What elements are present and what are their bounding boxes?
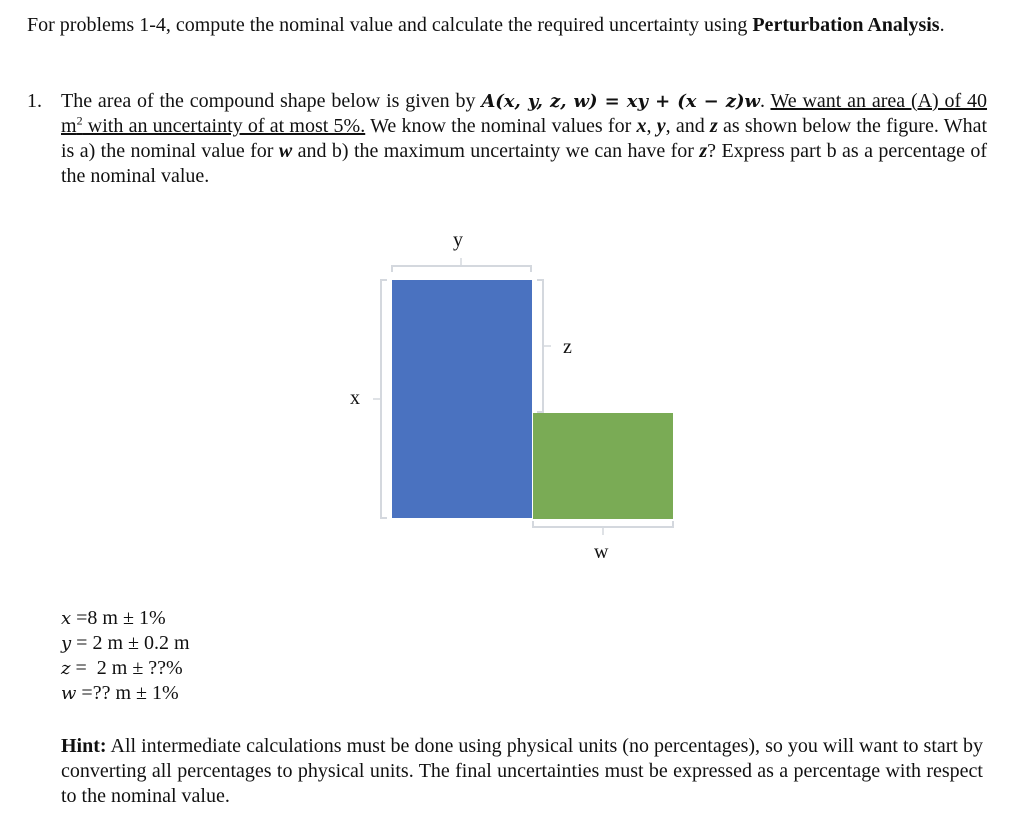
value-y	[61, 631, 190, 656]
var-z-2: z	[699, 140, 708, 162]
problem-text-3: We know the nominal values for	[370, 115, 632, 137]
bracket-x	[381, 280, 387, 518]
bracket-w	[533, 521, 673, 527]
value-w	[61, 681, 190, 706]
value-y-var: y	[61, 633, 72, 654]
problem-text	[61, 89, 987, 189]
value-w-text: =?? m ± 1%	[76, 682, 179, 704]
problem-text-5: as shown below the figure. What is a) the nominal value for	[61, 115, 988, 162]
intro-end: .	[939, 14, 945, 36]
problem-1	[27, 89, 987, 189]
problem-text-1: The area of the compound shape below is given by	[61, 90, 476, 112]
intro-bold-method: Perturbation Analysis	[752, 14, 940, 36]
value-x-text: =8 m ± 1%	[71, 607, 166, 629]
bracket-z	[537, 280, 543, 412]
label-y: y	[453, 229, 463, 251]
green-rectangle	[533, 413, 673, 519]
value-w-var: w	[61, 683, 77, 704]
value-x-var: x	[61, 608, 72, 629]
value-z-text: = 2 m ± ??%	[70, 657, 183, 679]
problem-text-7: ? Express part b as a percentage of the nominal value.	[61, 140, 988, 187]
problem-text-4: , and	[665, 115, 705, 137]
problem-text-6: and b) the maximum uncertainty we can have for	[297, 140, 694, 162]
area-requirement-part1: We want an area (A) of 40 m	[61, 90, 988, 137]
blue-rectangle	[392, 280, 532, 518]
comma: ,	[646, 115, 652, 137]
value-z-var: z	[61, 658, 71, 679]
label-w: w	[594, 541, 609, 563]
label-x: x	[350, 387, 360, 409]
intro-text: For problems 1-4, compute the nominal value and calculate the required uncertainty using	[27, 14, 748, 36]
given-values	[61, 606, 190, 706]
var-w: w	[278, 140, 293, 162]
problem-text-2: .	[760, 90, 765, 112]
problem-number: 1.	[27, 90, 42, 112]
value-y-text: = 2 m ± 0.2 m	[71, 632, 190, 654]
label-z: z	[563, 336, 572, 358]
area-unit-exponent: 2	[76, 113, 83, 128]
hint-paragraph	[61, 734, 983, 809]
bracket-y	[392, 266, 531, 272]
var-z: z	[709, 115, 718, 137]
intro-paragraph	[27, 12, 987, 38]
var-x: x	[636, 115, 647, 137]
hint-text: All intermediate calculations must be done using physical units (no percentages), so you will want to start by converting all percentages to physical units. The final uncertainties must be expressed as a percentage with respect to the nominal value.	[61, 735, 984, 807]
area-formula: A(x, y, z, w) = xy + (x − z)w	[481, 91, 760, 112]
value-x	[61, 606, 190, 631]
var-y: y	[656, 115, 666, 137]
value-z	[61, 656, 190, 681]
area-requirement-part2: with an uncertainty of at most 5%.	[82, 115, 366, 137]
hint-label: Hint:	[61, 735, 107, 757]
